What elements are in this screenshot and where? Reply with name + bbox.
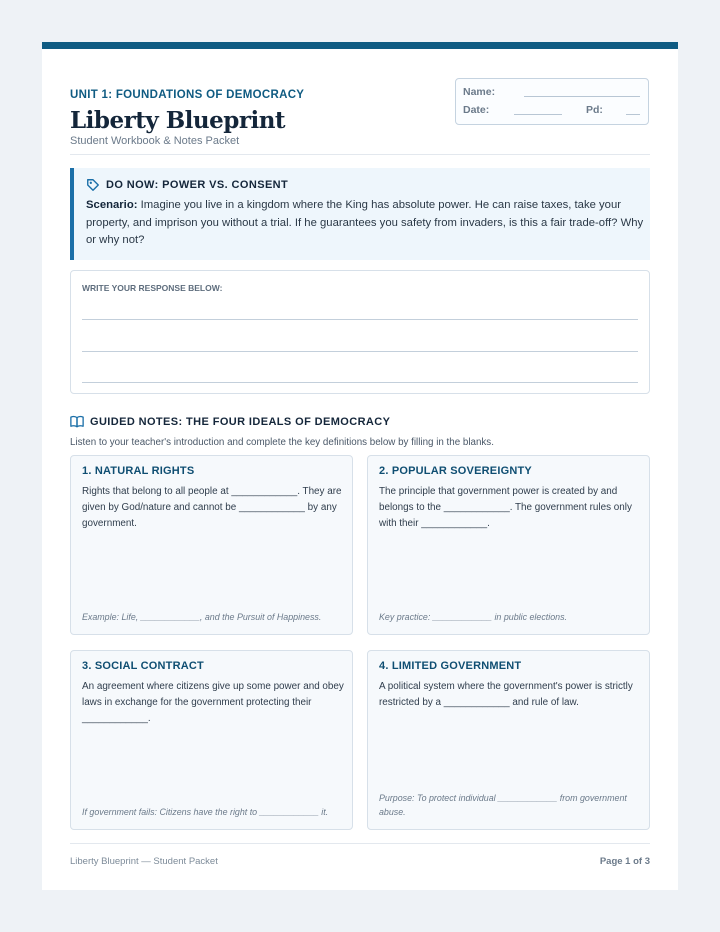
header-divider — [70, 154, 650, 155]
card-title: 1. NATURAL RIGHTS — [82, 465, 195, 477]
footer-divider — [70, 843, 650, 844]
do-now-header — [86, 178, 288, 192]
card-footer: Key practice: ____________ in public elections. — [379, 612, 567, 622]
guided-notes-title: GUIDED NOTES: THE FOUR IDEALS OF DEMOCRACY — [90, 415, 391, 428]
note-card-social-contract — [70, 650, 353, 830]
student-info-box — [455, 78, 649, 125]
date-field[interactable] — [514, 114, 562, 115]
response-line[interactable] — [82, 319, 638, 320]
note-card-limited-government — [367, 650, 650, 830]
date-label: Date: — [463, 104, 490, 116]
card-footer: If government fails: Citizens have the right to ____________ it. — [82, 807, 329, 817]
footer-title: Liberty Blueprint — Student Packet — [70, 856, 218, 867]
book-icon — [70, 415, 84, 428]
card-text: An agreement where citizens give up some power and obey laws in exchange for the government protecting their ____________. — [82, 681, 344, 724]
page-number: Page 1 of 3 — [599, 856, 650, 867]
do-now-title: DO NOW: POWER VS. CONSENT — [106, 179, 289, 191]
scenario-text — [86, 197, 646, 250]
scenario-label: Scenario: — [86, 199, 138, 211]
period-label: Pd: — [586, 104, 603, 116]
card-title: 4. LIMITED GOVERNMENT — [379, 660, 522, 672]
response-line[interactable] — [82, 382, 638, 383]
response-label: WRITE YOUR RESPONSE BELOW: — [82, 283, 223, 293]
guided-notes-header — [70, 415, 390, 428]
page-subtitle: Student Workbook & Notes Packet — [70, 135, 240, 147]
response-box[interactable] — [70, 270, 650, 394]
scenario-body: Imagine you live in a kingdom where the King has absolute power. He can raise taxes, take your property, and imprison you without a trial. If he guarantees you safety from invaders, is this a fair trade-off? Why or why not? — [86, 199, 644, 246]
card-footer: Example: Life, ____________, and the Pursuit of Happiness. — [82, 612, 322, 622]
card-text: The principle that government power is created by and belongs to the ____________. The government rules only with their ____________. — [379, 486, 632, 529]
period-field[interactable] — [626, 114, 640, 115]
unit-label: UNIT 1: FOUNDATIONS OF DEMOCRACY — [70, 89, 305, 101]
note-card-natural-rights — [70, 455, 353, 635]
worksheet-page — [42, 42, 678, 890]
card-footer: Purpose: To protect individual ____________ from government abuse. — [379, 793, 627, 817]
card-text: A political system where the government's power is strictly restricted by a ____________ and rule of law. — [379, 681, 633, 708]
tag-icon — [86, 178, 100, 192]
do-now-callout — [70, 168, 650, 260]
response-line[interactable] — [82, 351, 638, 352]
name-label: Name: — [463, 86, 496, 98]
card-title: 2. POPULAR SOVEREIGNTY — [379, 465, 532, 477]
note-card-popular-sovereignty — [367, 455, 650, 635]
page-title: Liberty Blueprint — [70, 107, 286, 134]
name-field[interactable] — [524, 96, 640, 97]
card-title: 3. SOCIAL CONTRACT — [82, 660, 204, 672]
guided-notes-intro: Listen to your teacher's introduction and complete the key definitions below by filling in the blanks. — [70, 437, 494, 448]
card-text: Rights that belong to all people at ____________. They are given by God/nature and cannot be ____________ by any government. — [82, 486, 342, 529]
